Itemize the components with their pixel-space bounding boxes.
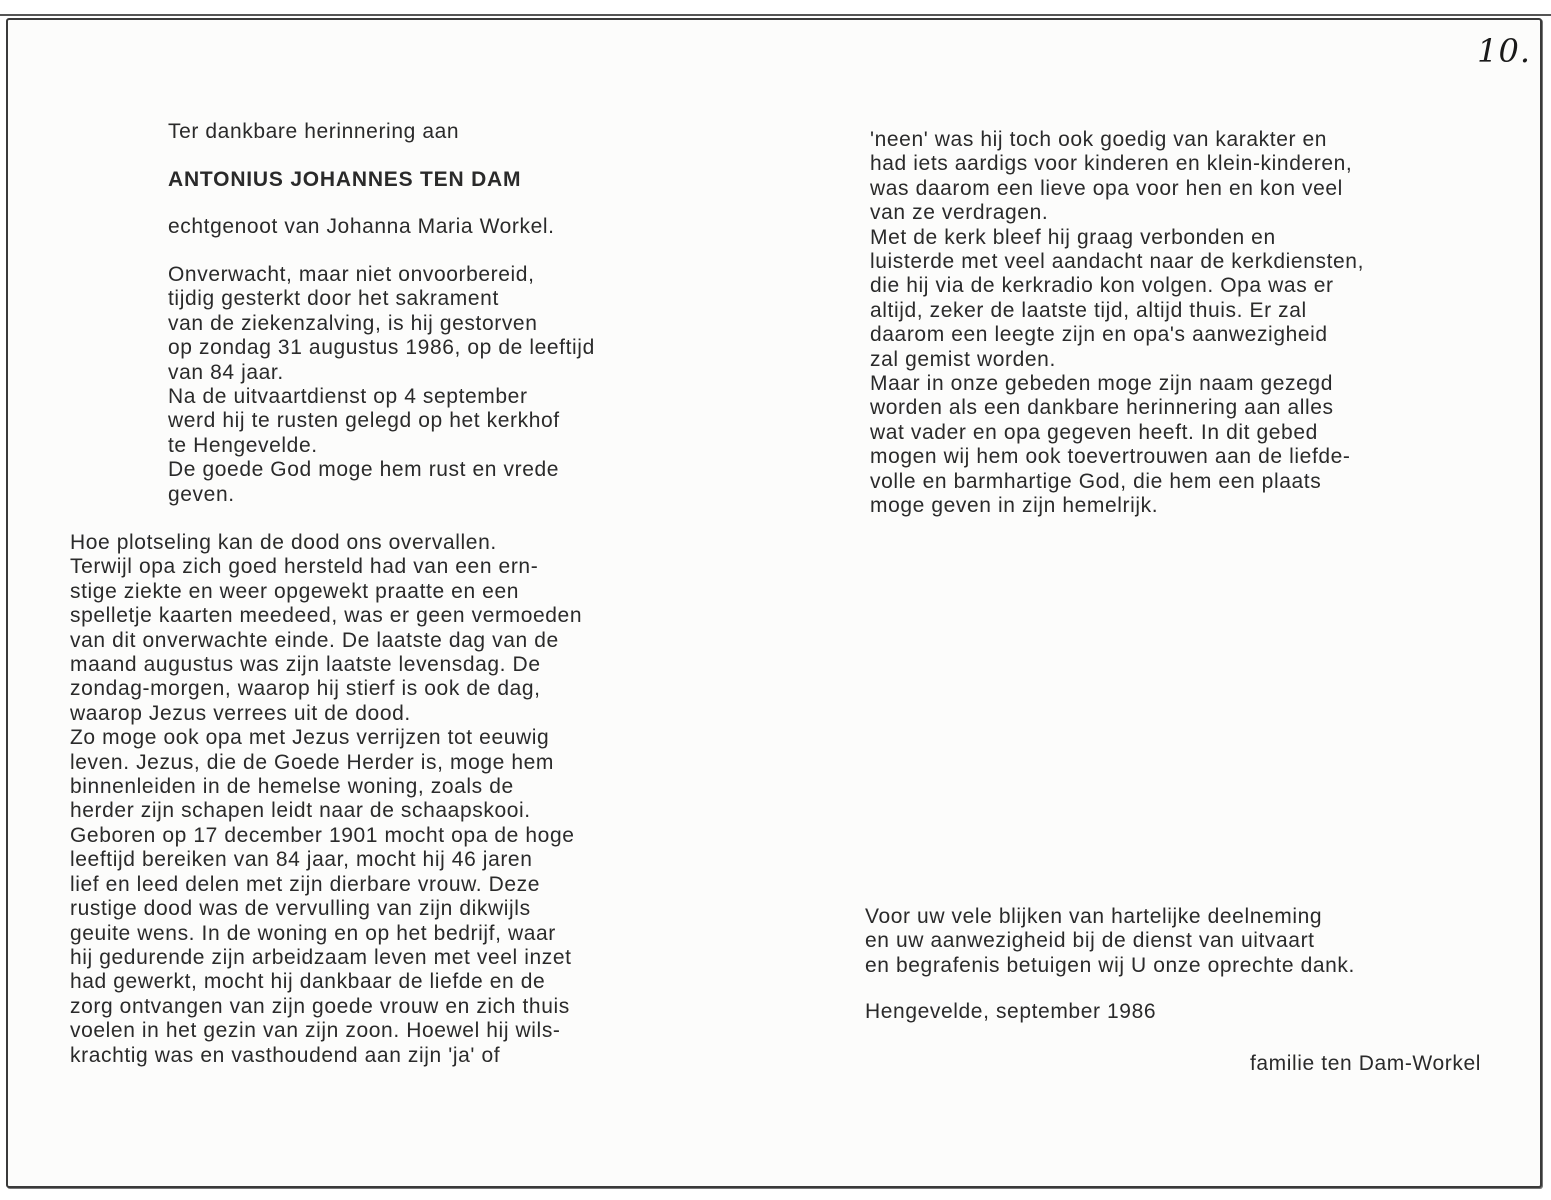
text-line: 'neen' was hij toch ook goedig van karakter en (870, 128, 1328, 151)
text-line: Onverwacht, maar niet onvoorbereid, (168, 263, 535, 286)
thanks-paragraph (865, 905, 1355, 978)
text-line: wat vader en opa gegeven heeft. In dit gebed (870, 420, 1318, 444)
text-line: werd hij te rusten gelegd op het kerkhof (168, 409, 560, 433)
family-signature: familie ten Dam-Workel (1249, 1052, 1481, 1075)
text-line: was daarom een lieve opa voor hen en kon veel (870, 176, 1343, 200)
text-line: Met de kerk bleef hij graag verbonden en (870, 225, 1276, 249)
text-line: leven. Jezus, die de Goede Herder is, moge hem (70, 750, 555, 774)
text-line: zondag-morgen, waarop hij stierf is ook de dag, (70, 677, 541, 701)
left-column-text (70, 531, 582, 1068)
text-line: binnenleiden in de hemelse woning, zoals de (70, 775, 514, 799)
text-line: luisterde met veel aandacht naar de kerkdiensten, (870, 250, 1365, 274)
place-date-line: Hengevelde, september 1986 (865, 1000, 1157, 1023)
text-line: Zo moge ook opa met Jezus verrijzen tot eeuwig (70, 726, 550, 750)
text-line: had iets aardigs voor kinderen en klein-kinderen, (870, 152, 1353, 176)
text-line: van de ziekenzalving, is hij gestorven (168, 311, 538, 335)
text-line: hij gedurende zijn arbeidzaam leven met veel inzet (70, 945, 572, 969)
text-line: rustige dood was de vervulling van zijn dikwijls (70, 897, 531, 921)
text-line: van 84 jaar. (168, 360, 284, 384)
text-line: Hoe plotseling kan de dood ons overvallen. (70, 531, 497, 554)
text-line: volle en barmhartige God, die hem een plaats (870, 469, 1322, 493)
page-number-mark: 10. (1477, 32, 1531, 70)
text-line: De goede God moge hem rust en vrede (168, 458, 560, 482)
text-line: leeftijd bereiken van 84 jaar, mocht hij 46 jaren (70, 848, 533, 872)
text-line: geven. (168, 482, 235, 506)
text-line: daarom een leegte zijn en opa's aanwezigheid (870, 323, 1328, 347)
deceased-name: ANTONIUS JOHANNES TEN DAM (168, 168, 522, 191)
text-line: die hij via de kerkradio kon volgen. Opa was er (870, 274, 1334, 298)
text-line: tijdig gesterkt door het sakrament (168, 287, 499, 311)
text-line: Terwijl opa zich goed hersteld had van een ern- (70, 555, 539, 579)
text-line: spelletje kaarten meedeed, was er geen vermoeden (70, 604, 583, 628)
text-line: Maar in onze gebeden moge zijn naam gezegd (870, 372, 1333, 396)
text-line: had gewerkt, mocht hij dankbaar de liefde en de (70, 970, 546, 994)
text-line: te Hengevelde. (168, 433, 318, 457)
text-line: lief en leed delen met zijn dierbare vrouw. Deze (70, 872, 541, 896)
text-line: stige ziekte en weer opgewekt praatte en een (70, 579, 520, 603)
text-line: Na de uitvaartdienst op 4 september (168, 385, 528, 409)
text-line: zorg ontvangen van zijn goede vrouw en zich thuis (70, 994, 570, 1018)
text-line: herder zijn schapen leidt naar de schaapskooi. (70, 799, 531, 823)
text-line: en uw aanwezigheid bij de dienst van uitvaart (865, 929, 1315, 953)
text-line: mogen wij hem ook toevertrouwen aan de liefde- (870, 445, 1351, 469)
text-line: zal gemist worden. (870, 347, 1056, 371)
text-line: voelen in het gezin van zijn zoon. Hoewel hij wils- (70, 1019, 561, 1043)
intro-paragraph (168, 263, 595, 507)
text-line: Geboren op 17 december 1901 mocht opa de hoge (70, 823, 575, 847)
text-line: geuite wens. In de woning en op het bedrijf, waar (70, 921, 556, 945)
text-line: altijd, zeker de laatste tijd, altijd thuis. Er zal (870, 298, 1307, 322)
spouse-line: echtgenoot van Johanna Maria Workel. (168, 215, 555, 238)
intro-line: Ter dankbare herinnering aan (168, 120, 460, 143)
right-column-text (870, 128, 1364, 519)
text-line: van ze verdragen. (870, 201, 1049, 225)
text-line: moge geven in zijn hemelrijk. (870, 494, 1159, 518)
text-line: maand augustus was zijn laatste levensdag. De (70, 653, 541, 677)
text-line: en begrafenis betuigen wij U onze oprechte dank. (865, 953, 1355, 977)
text-line: Voor uw vele blijken van hartelijke deelneming (865, 905, 1323, 928)
text-line: waarop Jezus verrees uit de dood. (70, 701, 411, 725)
text-line: op zondag 31 augustus 1986, op de leeftijd (168, 336, 595, 360)
text-line: worden als een dankbare herinnering aan alles (870, 396, 1334, 420)
top-scan-edge (0, 14, 1551, 16)
text-line: van dit onverwachte einde. De laatste dag van de (70, 628, 559, 652)
text-line: krachtig was en vasthoudend aan zijn 'ja' of (70, 1043, 501, 1067)
